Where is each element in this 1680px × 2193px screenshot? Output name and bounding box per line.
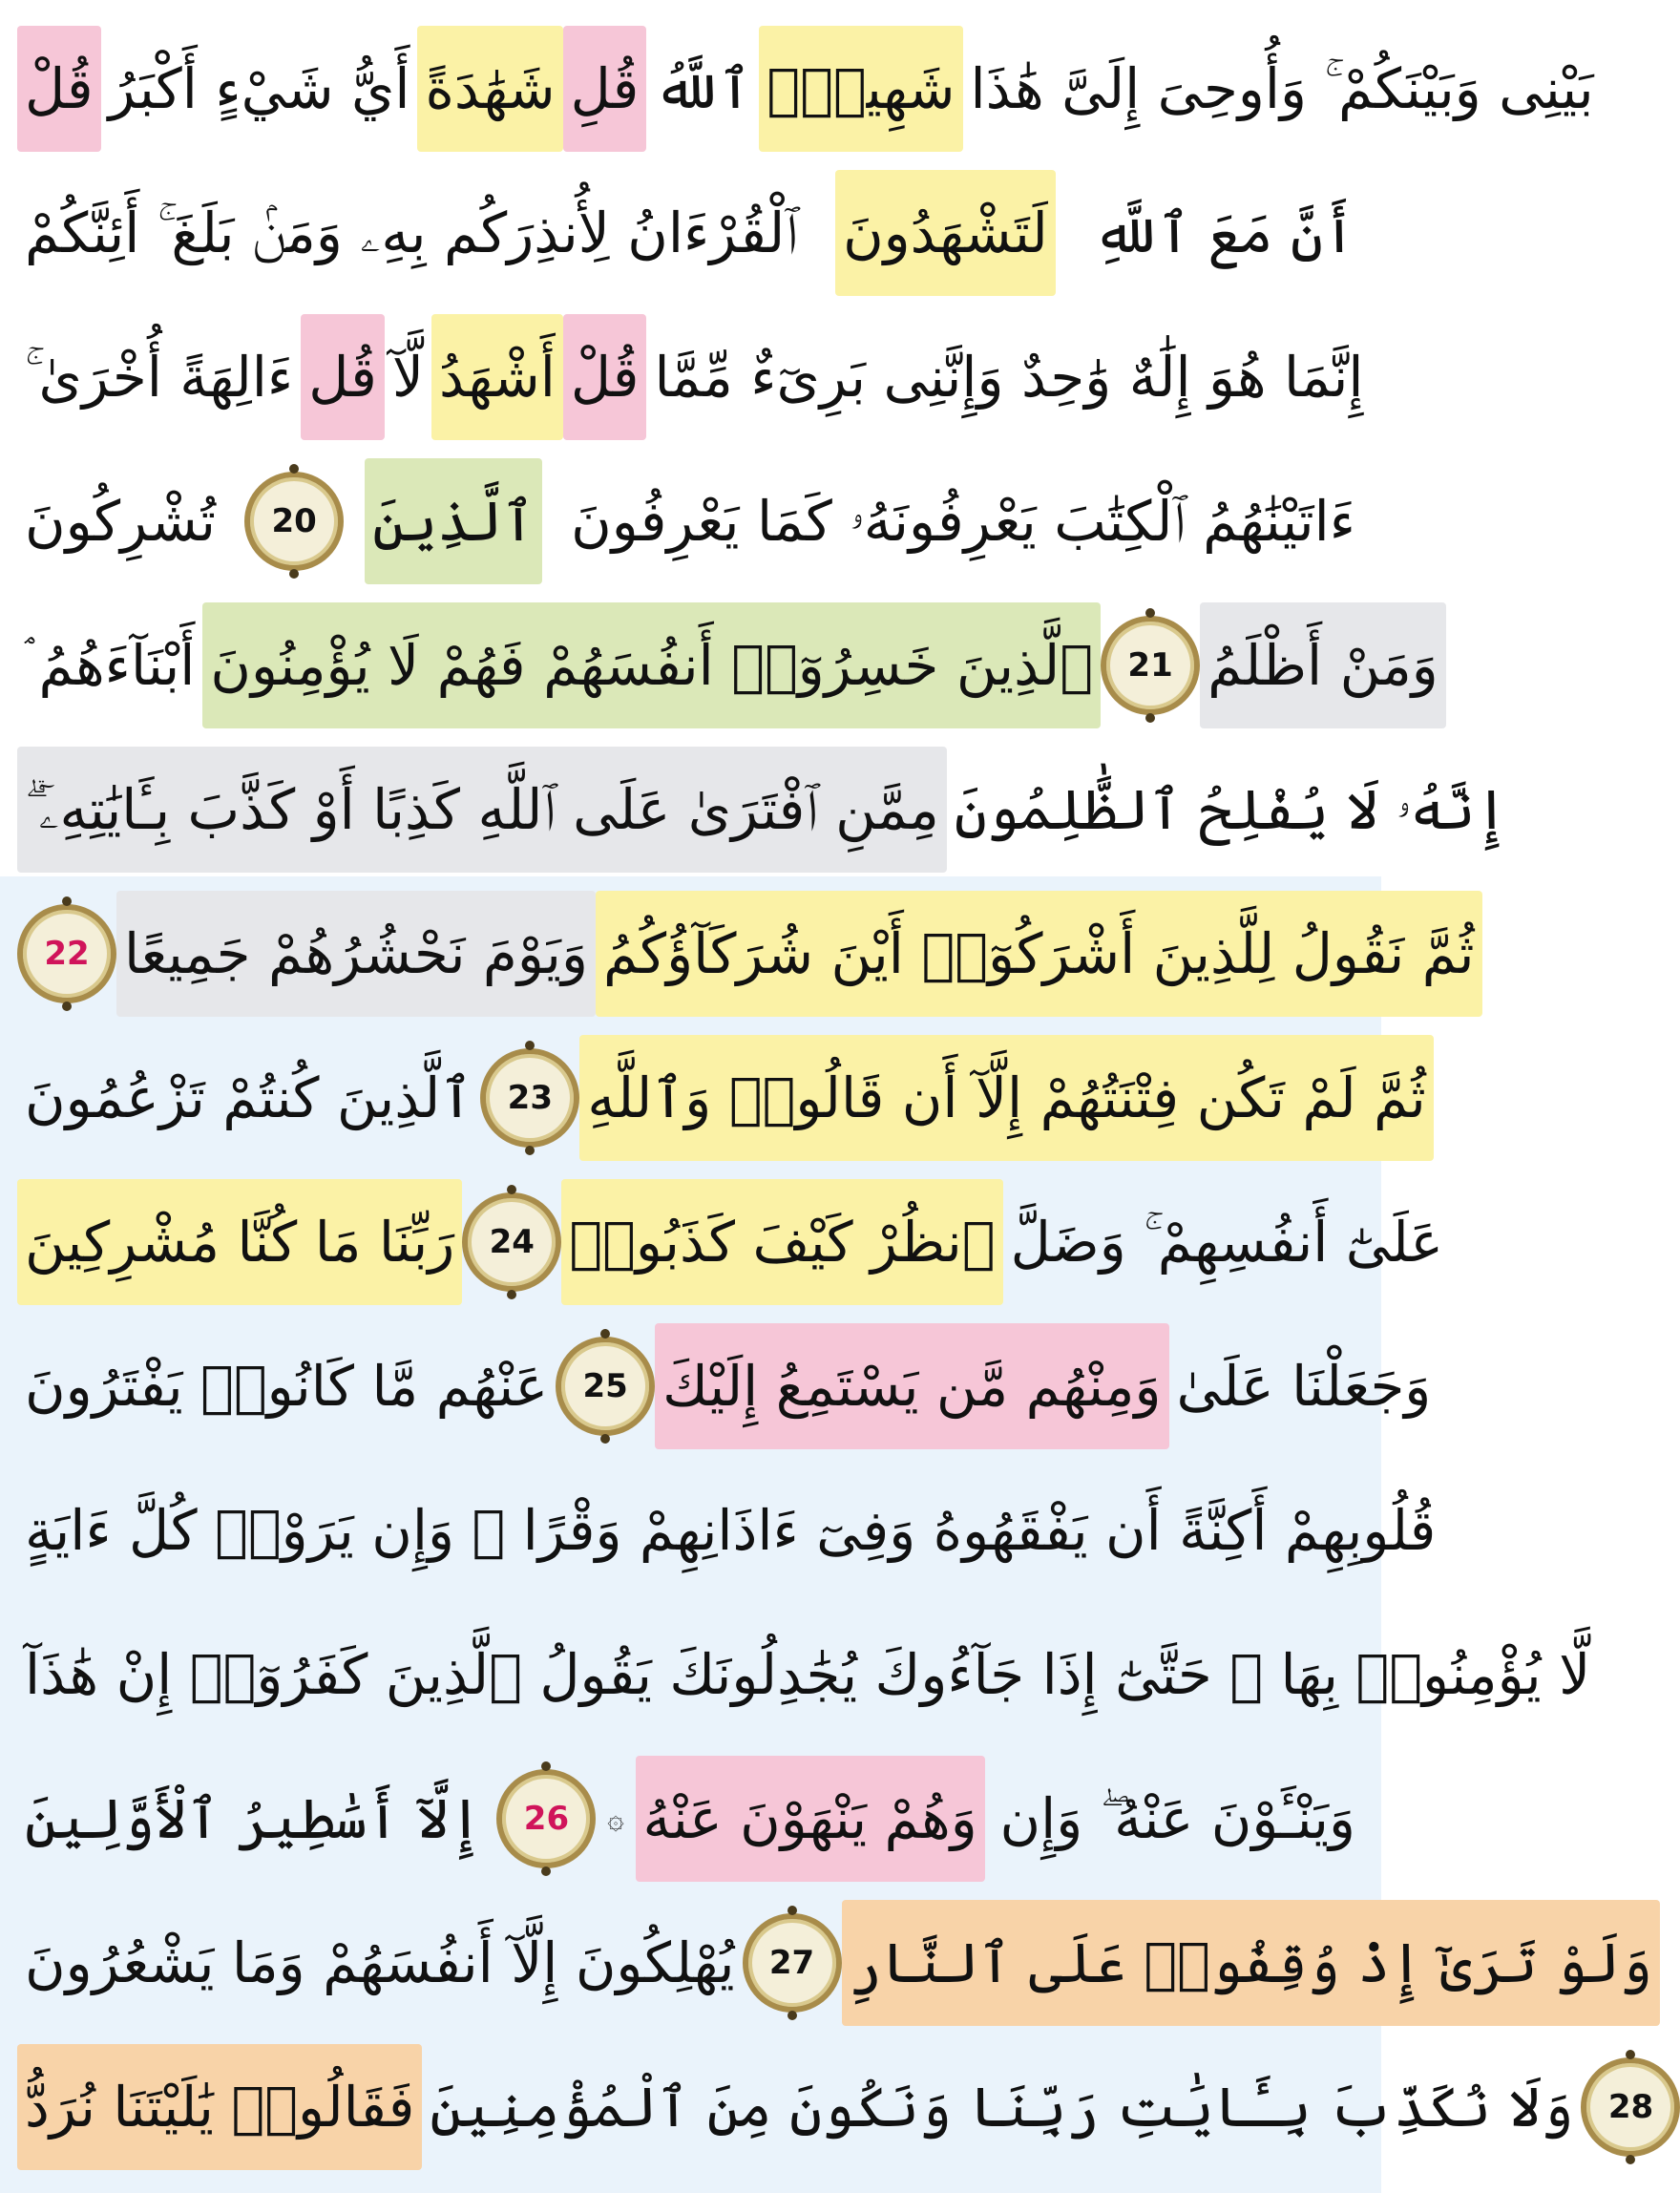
verse-line bbox=[17, 161, 1363, 305]
ayah-number-marker bbox=[556, 1337, 655, 1436]
highlighted-verse-text: قُلِ bbox=[563, 26, 647, 152]
verse-line bbox=[17, 1459, 1437, 1602]
verse-line bbox=[17, 1315, 1432, 1458]
highlighted-verse-text: مِمَّنِ ٱفْتَرَىٰ عَلَى ٱللَّهِ كَذِبًا أَوْ كَذَّبَ بِـَٔايَٰتِهِۦٓ ۗ bbox=[17, 747, 947, 873]
verse-line bbox=[17, 882, 1475, 1025]
ayah-number: 28 bbox=[1607, 2088, 1654, 2126]
highlighted-verse-text: وَلَوْ تَرَىٰٓ إِذْ وُقِفُوا۟ عَلَى ٱلنَّارِ bbox=[842, 1900, 1660, 2026]
highlighted-verse-text: قُلْ bbox=[17, 26, 101, 152]
verse-text: وَجَعَلْنَا عَلَىٰ bbox=[1176, 1354, 1432, 1419]
verse-text: إِنَّهُۥ لَا يُفْلِحُ ٱلظَّٰلِمُونَ bbox=[954, 777, 1508, 842]
ayah-number: 23 bbox=[507, 1079, 553, 1117]
rub-el-hizb-icon: ۞ bbox=[607, 1802, 624, 1836]
verse-line bbox=[17, 450, 1363, 593]
verse-text: ٱلَّذِينَ كُنتُمْ تَزْعُمُونَ bbox=[25, 1065, 473, 1130]
verse-text: أَنَّ مَعَ ٱللَّهِ bbox=[1093, 200, 1355, 265]
highlighted-verse-text: وَمَنْ أَظْلَمُ bbox=[1200, 602, 1446, 728]
ayah-number: 20 bbox=[271, 502, 317, 540]
verse-line bbox=[17, 1026, 1426, 1170]
ayah-number-marker bbox=[462, 1192, 561, 1292]
verse-line bbox=[17, 306, 1363, 449]
verse-text: أَيُّ شَيْءٍ أَكْبَرُ bbox=[108, 56, 410, 121]
highlighted-verse-text: قُل bbox=[301, 314, 385, 440]
verse-text: ءَاتَيْنَٰهُمُ ٱلْكِتَٰبَ يَعْرِفُونَهُۥ كَمَا يَعْرِفُونَ bbox=[571, 489, 1355, 554]
ayah-number-marker bbox=[480, 1048, 579, 1148]
verse-text: وَلَا نُكَذِّبَ بِـَٔايَٰتِ رَبِّنَا وَنَكُونَ مِنَ ٱلْمُؤْمِنِينَ bbox=[430, 2075, 1574, 2140]
ayah-number-marker bbox=[496, 1769, 596, 1868]
ayah-number: 25 bbox=[582, 1367, 628, 1405]
verse-line bbox=[17, 17, 1594, 160]
verse-text: عَلَىٰٓ أَنفُسِهِمْ ۚ وَضَلَّ bbox=[1010, 1210, 1443, 1275]
verse-text: لَّا يُؤْمِنُوا۟ بِهَا ۚ حَتَّىٰٓ إِذَا جَآءُوكَ يُجَٰدِلُونَكَ يَقُولُ ٱلَّذِينَ كَفَرُوٓا۟ إِنْ هَٰذَآ bbox=[25, 1642, 1591, 1707]
highlighted-verse-text: وَهُمْ يَنْهَوْنَ عَنْهُ bbox=[636, 1756, 985, 1882]
ayah-number-marker bbox=[17, 904, 116, 1003]
highlighted-verse-text: ٱلَّذِينَ خَسِرُوٓا۟ أَنفُسَهُمْ فَهُمْ لَا يُؤْمِنُونَ bbox=[202, 602, 1101, 728]
verse-text: قُلُوبِهِمْ أَكِنَّةً أَن يَفْقَهُوهُ وَفِىٓ ءَاذَانِهِمْ وَقْرًا ۚ وَإِن يَرَوْا۟ كُلَّ ءَايَةٍ bbox=[25, 1498, 1437, 1563]
highlighted-verse-text: رَبِّنَا مَا كُنَّا مُشْرِكِينَ bbox=[17, 1179, 462, 1305]
ayah-number: 21 bbox=[1127, 646, 1173, 685]
ayah-number-marker bbox=[244, 472, 344, 571]
highlighted-verse-text: ثُمَّ لَمْ تَكُن فِتْنَتُهُمْ إِلَّآ أَن قَالُوا۟ وَٱللَّهِ bbox=[579, 1035, 1433, 1161]
verse-line bbox=[17, 1170, 1443, 1314]
verse-text: ٱللَّهُ bbox=[654, 56, 752, 121]
verse-line bbox=[17, 738, 1508, 881]
highlighted-verse-text: وَمِنْهُم مَّن يَسْتَمِعُ إِلَيْكَ bbox=[655, 1323, 1168, 1449]
highlighted-verse-text: شَهَٰدَةً bbox=[417, 26, 562, 152]
verse-text: أَبْنَآءَهُمُ ۘ bbox=[25, 633, 196, 698]
ayah-number-marker bbox=[743, 1913, 842, 2013]
highlighted-verse-text: ٱنظُرْ كَيْفَ كَذَبُوا۟ bbox=[561, 1179, 1002, 1305]
verse-text: بَيْنِى وَبَيْنَكُمْ ۚ وَأُوحِىَ إِلَىَّ هَٰذَا bbox=[970, 56, 1594, 121]
verse-line bbox=[17, 594, 1438, 737]
verse-line bbox=[17, 1747, 1363, 1890]
highlighted-verse-text: فَقَالُوا۟ يَٰلَيْتَنَا نُرَدُّ bbox=[17, 2044, 422, 2170]
highlighted-verse-text: أَشْهَدُ bbox=[431, 314, 563, 440]
highlighted-verse-text: وَيَوْمَ نَحْشُرُهُمْ جَمِيعًا bbox=[116, 891, 596, 1017]
verse-text: يُهْلِكُونَ إِلَّآ أَنفُسَهُمْ وَمَا يَشْعُرُونَ bbox=[25, 1930, 735, 1995]
verse-text: ٱلْقُرْءَانُ لِأُنذِرَكُم بِهِۦ وَمَنۢ بَلَغَ ۚ أَئِنَّكُمْ bbox=[25, 200, 798, 265]
verse-text: تُشْرِكُونَ bbox=[25, 489, 217, 554]
highlighted-verse-text: لَتَشْهَدُونَ bbox=[835, 170, 1056, 296]
verse-text: إِلَّآ أَسَٰطِيرُ ٱلْأَوَّلِينَ bbox=[25, 1786, 482, 1851]
verse-text: ءَالِهَةً أُخْرَىٰ ۚ bbox=[25, 345, 294, 410]
ayah-number: 26 bbox=[523, 1800, 570, 1838]
verse-line bbox=[17, 2035, 1654, 2179]
highlighted-verse-text: شَهِيدُۢ bbox=[759, 26, 962, 152]
highlighted-verse-text: ٱلَّذِينَ bbox=[365, 458, 542, 584]
highlighted-verse-text: قُلْ bbox=[563, 314, 647, 440]
verse-line bbox=[17, 1603, 1591, 1746]
highlighted-verse-text: ثُمَّ نَقُولُ لِلَّذِينَ أَشْرَكُوٓا۟ أَيْنَ شُرَكَآؤُكُمُ bbox=[596, 891, 1482, 1017]
ayah-number: 27 bbox=[768, 1944, 815, 1982]
verse-text: وَيَنْـَٔوْنَ عَنْهُ ۖ وَإِن bbox=[999, 1786, 1355, 1851]
verse-text: إِنَّمَا هُوَ إِلَٰهٌ وَٰحِدٌ وَإِنَّنِى بَرِىٓءٌ مِّمَّا bbox=[654, 345, 1364, 410]
verse-line bbox=[17, 1891, 1652, 2035]
ayah-number: 24 bbox=[489, 1223, 535, 1261]
verse-text: عَنْهُم مَّا كَانُوا۟ يَفْتَرُونَ bbox=[25, 1354, 549, 1419]
ayah-number-marker bbox=[1581, 2057, 1680, 2157]
ayah-number-marker bbox=[1101, 616, 1200, 715]
verse-text: لَّآ bbox=[391, 345, 424, 410]
ayah-number: 22 bbox=[44, 935, 90, 973]
